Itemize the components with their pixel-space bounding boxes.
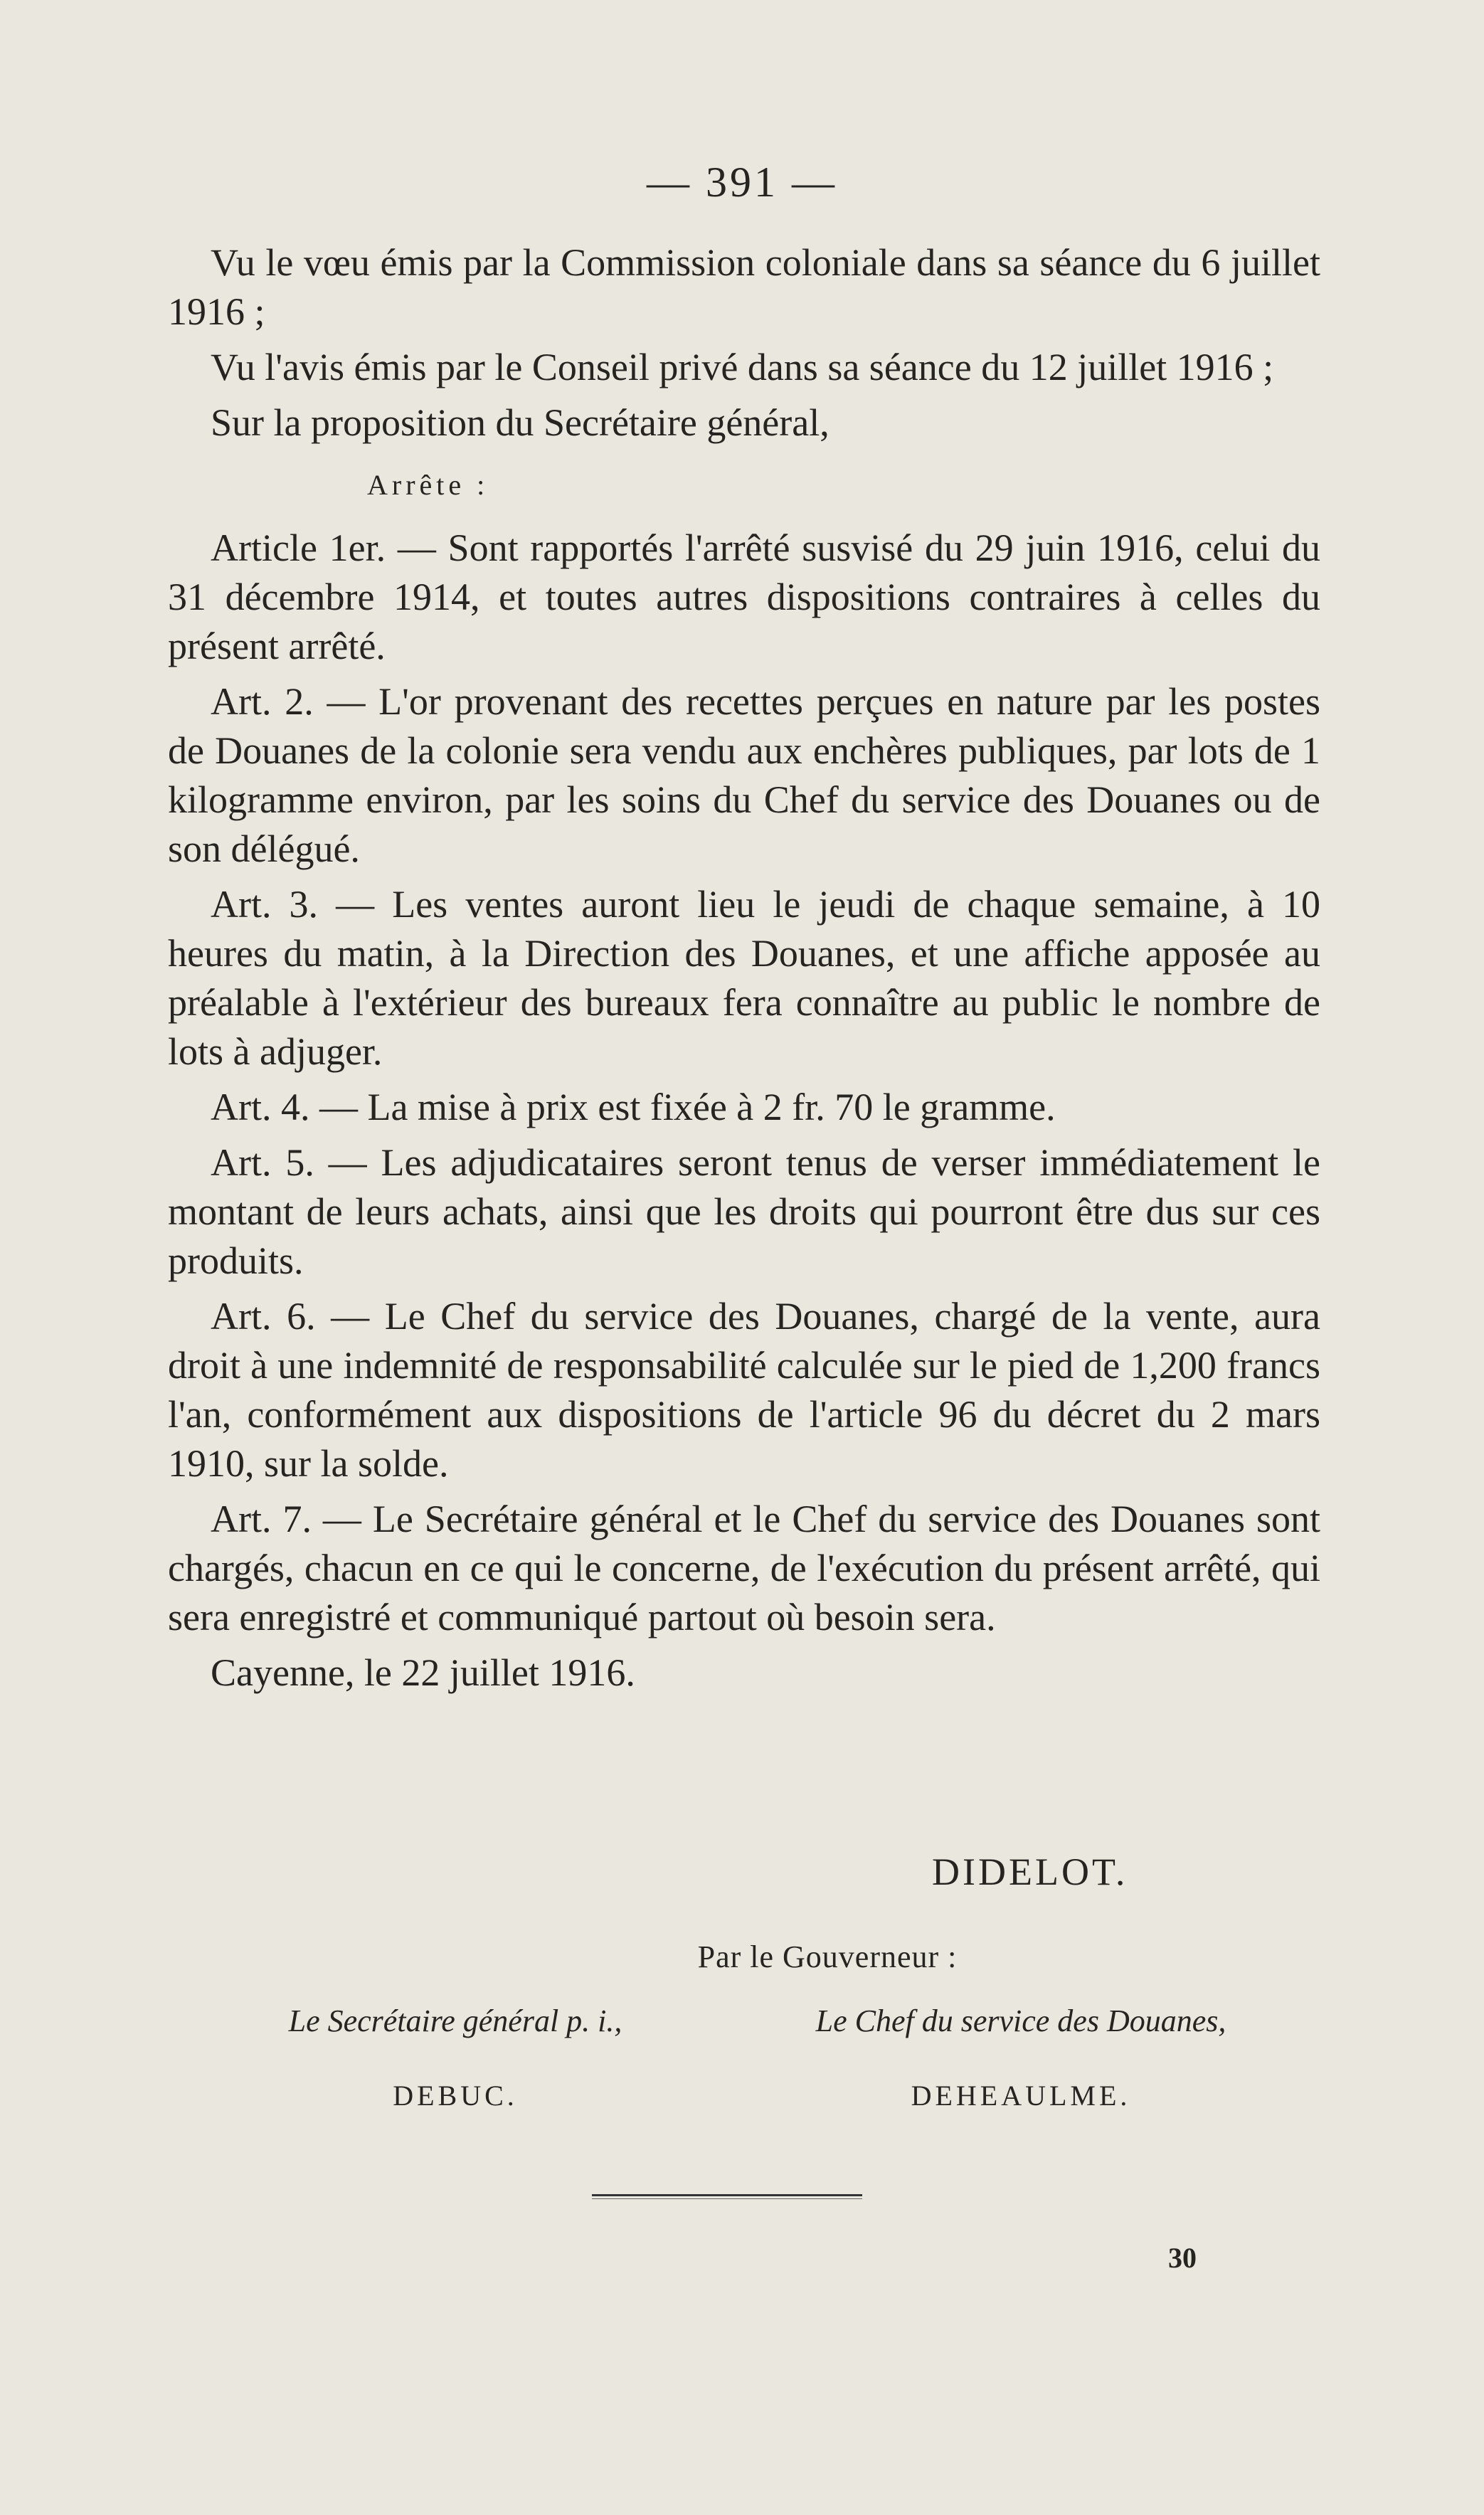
preamble-paragraph-1: Vu le vœu émis par la Commission coloniale dans sa séance du 6 juillet 1916 ;: [168, 241, 1320, 333]
date-line: Cayenne, le 22 juillet 1916.: [211, 1651, 635, 1694]
left-signatory: [228, 2003, 683, 2112]
governor-signature: DIDELOT.: [932, 1850, 1128, 1893]
article-5: Art. 5. — Les adjudicataires seront tenus de verser immédiatement le montant de leurs achats, ainsi que les droits qui pourront être dus sur ces produits.: [168, 1141, 1320, 1282]
article-3: Art. 3. — Les ventes auront lieu le jeudi de chaque semaine, à 10 heures du matin, à la Direction des Douanes, et une affiche apposée au préalable à l'extérieur des bureaux fera connaître au public le nombre de lots à adjuger.: [168, 883, 1320, 1073]
preamble-paragraph-2: Vu l'avis émis par le Conseil privé dans sa séance du 12 juillet 1916 ;: [211, 346, 1274, 388]
page-number: — 391 —: [647, 159, 837, 206]
arrete-heading: Arrête :: [367, 469, 489, 501]
article-6: Art. 6. — Le Chef du service des Douanes, chargé de la vente, aura droit à une indemnité de responsabilité calculée sur le pied de 1,200 francs l'an, conformément aux dispositions de l'article 96 du décret du 2 mars 1910, sur la solde.: [168, 1295, 1320, 1485]
decree-body: [168, 238, 1320, 1704]
article-4: Art. 4. — La mise à prix est fixée à 2 fr. 70 le gramme.: [211, 1086, 1056, 1128]
left-signatory-title: Le Secrétaire général p. i.,: [288, 2003, 622, 2038]
article-7: Art. 7. — Le Secrétaire général et le Chef du service des Douanes sont chargés, chacun en ce qui le concerne, de l'exécution du présent arrêté, qui sera enregistré et communiqué partout où besoin sera.: [168, 1498, 1320, 1638]
right-signatory: [747, 2003, 1295, 2112]
article-1: Article 1er. — Sont rapportés l'arrêté susvisé du 29 juin 1916, celui du 31 décembre 1914, et toutes autres dispositions contraires à celles du présent arrêté.: [168, 526, 1320, 667]
right-signatory-title: Le Chef du service des Douanes,: [815, 2003, 1226, 2038]
par-gouverneur-line: Par le Gouverneur :: [697, 1939, 958, 1974]
left-signatory-name: DEBUC.: [393, 2080, 518, 2112]
closing-rule: [592, 2194, 862, 2199]
right-signatory-name: DEHEAULME.: [911, 2080, 1131, 2112]
preamble-paragraph-3: Sur la proposition du Secrétaire général,: [211, 401, 830, 444]
article-2: Art. 2. — L'or provenant des recettes perçues en nature par les postes de Douanes de la colonie sera vendu aux enchères publiques, par lots de 1 kilogramme environ, par les soins du Chef du service des Douanes ou de son délégué.: [168, 680, 1320, 870]
sheet-mark: 30: [1168, 2242, 1197, 2274]
